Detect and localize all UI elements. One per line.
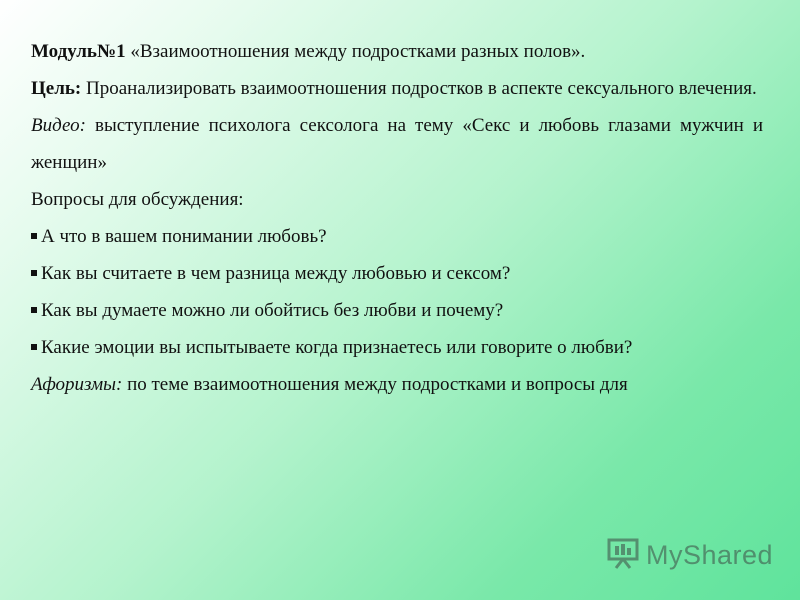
module-line xyxy=(31,33,763,70)
square-bullet-icon xyxy=(31,307,37,313)
question-text: А что в вашем понимании любовь? xyxy=(41,226,327,247)
question-item xyxy=(31,255,763,292)
aphorisms-paragraph xyxy=(31,366,763,403)
goal-label: Цель: xyxy=(31,78,82,99)
video-text: выступление психолога сексолога на тему «Секс и любовь глазами мужчин и женщин» xyxy=(31,115,764,173)
myshared-watermark xyxy=(606,538,773,572)
video-paragraph xyxy=(31,107,763,181)
video-label: Видео: xyxy=(31,115,86,136)
presentation-board-icon xyxy=(606,536,640,575)
question-text: Какие эмоции вы испытываете когда признаетесь или говорите о любви? xyxy=(41,337,633,358)
aphorisms-text: по теме взаимоотношения между подростками и вопросы для xyxy=(127,374,628,395)
aphorisms-label: Афоризмы: xyxy=(31,374,123,395)
question-text: Как вы думаете можно ли обойтись без любви и почему? xyxy=(41,300,504,321)
watermark-text: MyShared xyxy=(646,539,774,570)
questions-heading: Вопросы для обсуждения: xyxy=(31,189,244,210)
module-label: Модуль№1 xyxy=(31,41,126,62)
module-title: «Взаимоотношения между подростками разных полов». xyxy=(130,41,586,62)
slide-content xyxy=(31,33,763,403)
square-bullet-icon xyxy=(31,270,37,276)
question-text: Как вы считаете в чем разница между любовью и сексом? xyxy=(41,263,511,284)
square-bullet-icon xyxy=(31,344,37,350)
goal-text: Проанализировать взаимоотношения подростков в аспекте сексуального влечения. xyxy=(86,78,757,99)
question-item xyxy=(31,292,763,329)
question-item xyxy=(31,218,763,255)
question-item xyxy=(31,329,763,366)
goal-paragraph xyxy=(31,70,763,107)
square-bullet-icon xyxy=(31,233,37,239)
